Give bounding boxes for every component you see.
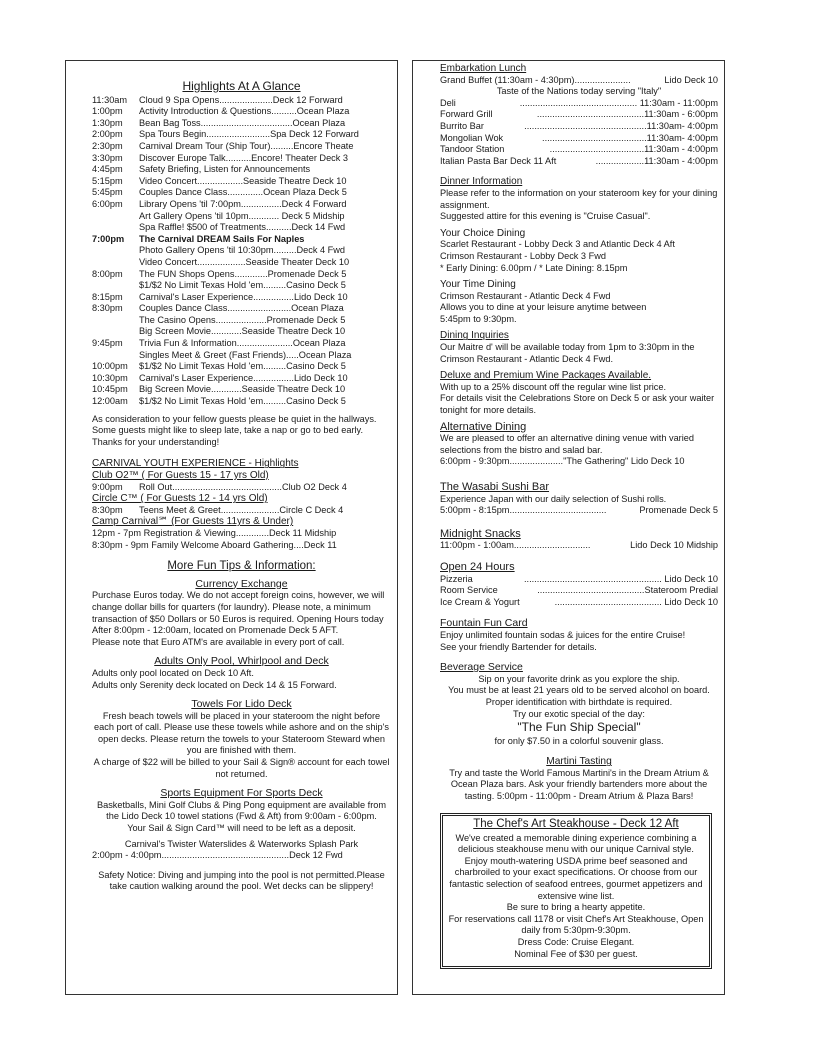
schedule-activity: Cloud 9 Spa Opens.....................Deck 12 Forward bbox=[139, 94, 343, 105]
alternative-title: Alternative Dining bbox=[440, 420, 527, 433]
martini-title: Martini Tasting bbox=[546, 756, 612, 768]
schedule-activity: Activity Introduction & Questions..........Ocean Plaza bbox=[139, 106, 350, 117]
schedule-row bbox=[92, 326, 391, 338]
schedule-activity: The Carnival DREAM Sails For Naples bbox=[139, 233, 305, 244]
camp-carnival-heading: Camp Carnival℠ (For Guests 11yrs & Under) bbox=[92, 516, 294, 528]
embarkation-section bbox=[440, 63, 718, 167]
schedule-time: 5:45pm bbox=[92, 187, 123, 198]
schedule-activity: $1/$2 No Limit Texas Hold 'em.........Casino Deck 5 bbox=[139, 361, 346, 372]
safety-notice: Safety Notice: Diving and jumping into the pool is not permitted.Please take caution walking around the pool. Wet decks can be slippery! bbox=[98, 869, 385, 892]
schedule-row bbox=[92, 118, 391, 130]
chefs-art-reservations: For reservations call 1178 or visit Chef's Art Steakhouse, Open daily from 5:30pm-9:30pm. bbox=[448, 913, 704, 936]
wine-line-1: With up to a 25% discount off the regular wine list price. bbox=[440, 381, 667, 392]
left-column bbox=[65, 60, 398, 995]
schedule-time: 12:00am bbox=[92, 396, 128, 407]
schedule-activity: Singles Meet & Greet (Fast Friends).....Ocean Plaza bbox=[139, 349, 352, 360]
alternative-location: "The Gathering" Lido Deck 10 bbox=[563, 456, 685, 467]
schedule-time bbox=[92, 315, 139, 327]
towels-title: Towels For Lido Deck bbox=[191, 698, 292, 711]
dinner-attire: Suggested attire for this evening is "Cruise Casual". bbox=[440, 211, 651, 222]
venue-row bbox=[440, 133, 718, 145]
venue-row-value: ................................................11:30am- 4:00pm bbox=[524, 120, 718, 131]
schedule-activity: Spa Tours Begin.........................Spa Deck 12 Forward bbox=[139, 129, 359, 140]
schedule-activity: Carnival Dream Tour (Ship Tour).........Encore Theate bbox=[139, 140, 354, 151]
your-choice-line-2: Crimson Restaurant - Lobby Deck 3 Fwd bbox=[440, 250, 606, 261]
schedule-activity: Carnival's Laser Experience................Lido Deck 10 bbox=[139, 372, 348, 383]
schedule-row bbox=[92, 199, 391, 211]
club-o2-row bbox=[92, 482, 391, 494]
circle-c-heading: Circle C™ ( For Guests 12 - 14 yrs Old) bbox=[92, 493, 268, 505]
open24-row bbox=[440, 574, 718, 586]
fun-ship-special: "The Fun Ship Special" bbox=[517, 720, 641, 735]
schedule-time: 10:30pm bbox=[92, 372, 128, 383]
currency-note: Please note that Euro ATM's are available in every port of call. bbox=[92, 636, 345, 647]
schedule-row bbox=[92, 95, 391, 107]
schedule-time: 10:45pm bbox=[92, 384, 128, 395]
your-choice-title: Your Choice Dining bbox=[440, 227, 526, 239]
inquiries-section bbox=[440, 330, 718, 365]
open24-section bbox=[440, 562, 718, 608]
schedule-row bbox=[92, 164, 391, 176]
venue-row bbox=[440, 144, 718, 156]
open24-row-value: ...................................................... Lido Deck 10 bbox=[523, 573, 718, 584]
schedule-activity: Art Gallery Opens 'til 10pm............ Deck 5 Midship bbox=[139, 210, 345, 221]
schedule-activity: The Casino Opens....................Promenade Deck 5 bbox=[139, 314, 346, 325]
schedule-activity: The FUN Shops Opens.............Promenade Deck 5 bbox=[139, 268, 347, 279]
dinner-section bbox=[440, 176, 718, 222]
schedule-row bbox=[92, 280, 391, 292]
schedule-time bbox=[92, 326, 139, 338]
open24-row-value: .......................................... Lido Deck 10 bbox=[554, 596, 718, 607]
row-time: 9:00pm bbox=[92, 481, 123, 492]
open24-rows bbox=[440, 574, 718, 609]
venue-row-value: .....................................11:30am - 4:00pm bbox=[549, 144, 718, 155]
schedule-row bbox=[92, 211, 391, 223]
wasabi-title: The Wasabi Sushi Bar bbox=[440, 481, 550, 493]
sports-title: Sports Equipment For Sports Deck bbox=[160, 787, 323, 800]
your-time-line-3: 5:45pm to 9:30pm. bbox=[440, 313, 517, 324]
currency-title: Currency Exchange bbox=[195, 577, 288, 590]
schedule-activity: Couples Dance Class..............Ocean Plaza Deck 5 bbox=[139, 187, 347, 198]
towels-body: Fresh beach towels will be placed in your stateroom the night before each port of call. Please use these towels while ashore and on the ship's open decks. Please return the towels to your Stateroom Steward when you are finished with them. bbox=[94, 710, 389, 756]
chefs-art-appetite: Be sure to bring a hearty appetite. bbox=[506, 902, 646, 913]
venue-row-label: Burrito Bar bbox=[440, 120, 484, 131]
schedule-activity: Library Opens 'til 7:00pm................Deck 4 Forward bbox=[139, 198, 347, 209]
schedule-time: 8:30pm bbox=[92, 303, 123, 314]
wine-title: Deluxe and Premium Wine Packages Available. bbox=[440, 370, 652, 382]
schedule-time: 1:00pm bbox=[92, 106, 123, 117]
chefs-art-title: The Chef's Art Steakhouse - Deck 12 Aft bbox=[473, 818, 679, 830]
schedule-time: 10:00pm bbox=[92, 361, 128, 372]
martini-section bbox=[440, 756, 718, 802]
venue-row bbox=[440, 109, 718, 121]
schedule-time: 2:00pm bbox=[92, 129, 123, 140]
schedule-row bbox=[92, 234, 391, 246]
dinner-title: Dinner Information bbox=[440, 176, 523, 188]
wasabi-section bbox=[440, 482, 718, 517]
youth-section bbox=[92, 458, 391, 551]
twister-line: 2:00pm - 4:00pm..................................................Deck 12 Fwd bbox=[92, 850, 343, 861]
schedule-time: 3:30pm bbox=[92, 152, 123, 163]
schedule-row bbox=[92, 384, 391, 396]
alternative-body: We are pleased to offer an alternative dining venue with varied selections from the bistro and salad bar. bbox=[440, 433, 695, 455]
towels-charge: A charge of $22 will be billed to your Sail & Sign® account for each towel not returned. bbox=[93, 757, 390, 779]
venue-row-value: .........................................11:30am- 4:00pm bbox=[542, 132, 718, 143]
wasabi-location: Promenade Deck 5 bbox=[639, 505, 718, 516]
your-time-title: Your Time Dining bbox=[440, 279, 516, 291]
schedule-row bbox=[92, 245, 391, 257]
camp-line-2: 8:30pm - 9pm Family Welcome Aboard Gathering....Deck 11 bbox=[92, 539, 337, 550]
schedule-activity: Trivia Fun & Information......................Ocean Plaza bbox=[139, 338, 346, 349]
your-time-line-2: Allows you to dine at your leisure anytime between bbox=[440, 302, 647, 313]
schedule-time: 8:15pm bbox=[92, 291, 123, 302]
alternative-time: 6:00pm - 9:30pm..................... bbox=[440, 456, 564, 467]
schedule-time bbox=[92, 245, 139, 257]
schedule-activity: Safety Briefing, Listen for Announcements bbox=[139, 164, 311, 175]
venue-row-label: Deli bbox=[440, 97, 456, 108]
wasabi-row bbox=[440, 505, 718, 517]
highlights-schedule bbox=[92, 95, 391, 408]
schedule-row bbox=[92, 129, 391, 141]
grand-buffet-row bbox=[440, 75, 718, 87]
sports-deposit: Your Sail & Sign Card™ will need to be left as a deposit. bbox=[127, 823, 356, 834]
beverage-section bbox=[440, 662, 718, 747]
schedule-row bbox=[92, 338, 391, 350]
taste-of-nations: Taste of the Nations today serving "Italy" bbox=[496, 86, 662, 97]
venue-row bbox=[440, 98, 718, 110]
fountain-section bbox=[440, 618, 718, 653]
midnight-title: Midnight Snacks bbox=[440, 527, 521, 540]
schedule-row bbox=[92, 350, 391, 362]
schedule-activity: $1/$2 No Limit Texas Hold 'em.........Casino Deck 5 bbox=[139, 280, 346, 291]
schedule-time bbox=[92, 350, 139, 362]
your-choice-line-3: * Early Dining: 6.00pm / * Late Dining: 8.15pm bbox=[440, 262, 628, 273]
schedule-row bbox=[92, 176, 391, 188]
venue-row-label: Tandoor Station bbox=[440, 144, 505, 155]
schedule-time: 8:00pm bbox=[92, 268, 123, 279]
embarkation-title: Embarkation Lunch bbox=[440, 63, 527, 74]
wine-section bbox=[440, 370, 718, 416]
venue-row-value: ..........................................11:30am - 6:00pm bbox=[536, 109, 718, 120]
schedule-activity: Video Concert...................Seaside Theater Deck 10 bbox=[139, 256, 350, 267]
fountain-line-2: See your friendly Bartender for details. bbox=[440, 641, 597, 652]
venue-row bbox=[440, 121, 718, 133]
venue-row-label: Mongolian Wok bbox=[440, 132, 504, 143]
midnight-location: Lido Deck 10 Midship bbox=[630, 540, 718, 551]
alternative-row bbox=[440, 456, 718, 468]
your-time-line-1: Crimson Restaurant - Atlantic Deck 4 Fwd bbox=[440, 290, 611, 301]
consideration-note: As consideration to your fellow guests please be quiet in the hallways. Some guests might like to sleep late, take a nap or go to bed early. Thanks for your understanding! bbox=[92, 413, 377, 447]
grand-buffet-location: Lido Deck 10 bbox=[664, 74, 718, 85]
schedule-row bbox=[92, 141, 391, 153]
schedule-activity: Big Screen Movie............Seaside Theatre Deck 10 bbox=[139, 384, 346, 395]
schedule-row bbox=[92, 303, 391, 315]
schedule-row bbox=[92, 222, 391, 234]
right-column bbox=[412, 60, 725, 995]
midnight-time: 11:00pm - 1:00am.............................. bbox=[440, 540, 591, 551]
row-time: 8:30pm bbox=[92, 504, 123, 515]
venue-row-value: .............................................. 11:30am - 11:00pm bbox=[519, 97, 718, 108]
camp-line-1: 12pm - 7pm Registration & Viewing.............Deck 11 Midship bbox=[92, 527, 337, 538]
beverage-title: Beverage Service bbox=[440, 661, 523, 674]
dinner-body: Please refer to the information on your stateroom key for your dining assignment. bbox=[440, 187, 718, 210]
schedule-activity: Video Concert..................Seaside Theatre Deck 10 bbox=[139, 175, 347, 186]
schedule-activity: Discover Europe Talk..........Encore! Theater Deck 3 bbox=[139, 152, 349, 163]
schedule-time: 7:00pm bbox=[92, 233, 125, 244]
schedule-row bbox=[92, 373, 391, 385]
open24-row-label: Pizzeria bbox=[440, 573, 473, 584]
fountain-title: Fountain Fun Card bbox=[440, 617, 528, 630]
wine-body: For details visit the Celebrations Store on Deck 5 or ask your waiter tonight for more details. bbox=[440, 393, 715, 416]
open24-row-label: Room Service bbox=[440, 585, 498, 596]
your-time-section bbox=[440, 279, 718, 325]
open24-row-label: Ice Cream & Yogurt bbox=[440, 596, 520, 607]
venue-row bbox=[440, 156, 718, 168]
adults-title: Adults Only Pool, Whirlpool and Deck bbox=[154, 655, 329, 668]
venue-row-value: ...................11:30am - 4:00pm bbox=[595, 155, 718, 166]
schedule-time: 6:00pm bbox=[92, 198, 123, 209]
open24-title: Open 24 Hours bbox=[440, 560, 515, 573]
your-choice-line-1: Scarlet Restaurant - Lobby Deck 3 and Atlantic Deck 4 Aft bbox=[440, 239, 675, 250]
chefs-art-fee: Nominal Fee of $30 per guest. bbox=[514, 948, 638, 959]
venue-row-label: Italian Pasta Bar Deck 11 Aft bbox=[440, 155, 557, 166]
open24-row-value: ..........................................Stateroom Predial bbox=[537, 585, 718, 596]
youth-heading: CARNIVAL YOUTH EXPERIENCE - Highlights bbox=[92, 458, 299, 470]
grand-buffet-label: Grand Buffet (11:30am - 4:30pm)...................... bbox=[440, 74, 631, 85]
schedule-row bbox=[92, 187, 391, 199]
schedule-time: 1:30pm bbox=[92, 117, 123, 128]
open24-row bbox=[440, 585, 718, 597]
beverage-line-1: Sip on your favorite drink as you explore the ship. bbox=[478, 673, 680, 684]
schedule-activity: Carnival's Laser Experience................Lido Deck 10 bbox=[139, 291, 348, 302]
row-text: Teens Meet & Greet.......................Circle C Deck 4 bbox=[139, 504, 344, 515]
your-choice-section bbox=[440, 228, 718, 274]
chefs-art-body: We've created a memorable dining experience combining a delicious steakhouse menu with our unique Carnival style. Enjoy mouth-watering USDA prime beef seasoned and charbroiled to your exact specifications. Or choose from our fantastic selection of seafood entrees, gourmet appetizers and extensive wine list. bbox=[449, 832, 703, 901]
club-o2-heading: Club O2™ ( For Guests 15 - 17 yrs Old) bbox=[92, 470, 269, 481]
schedule-row bbox=[92, 257, 391, 269]
schedule-activity: Spa Raffle! $500 of Treatments..........Deck 14 Fwd bbox=[139, 222, 346, 233]
schedule-activity: Big Screen Movie............Seaside Theatre Deck 10 bbox=[139, 326, 346, 337]
schedule-row bbox=[92, 153, 391, 165]
chefs-art-dress: Dress Code: Cruise Elegant. bbox=[517, 936, 635, 947]
schedule-time: 5:15pm bbox=[92, 175, 123, 186]
wasabi-body: Experience Japan with our daily selection of Sushi rolls. bbox=[440, 493, 667, 504]
fountain-line-1: Enjoy unlimited fountain sodas & juices for the entire Cruise! bbox=[440, 629, 686, 640]
schedule-time: 4:45pm bbox=[92, 164, 123, 175]
schedule-time: 2:30pm bbox=[92, 140, 123, 151]
midnight-row bbox=[440, 540, 718, 552]
schedule-row bbox=[92, 361, 391, 373]
embarkation-venues bbox=[440, 98, 718, 168]
tips-title-text: More Fun Tips & Information: bbox=[167, 560, 316, 573]
schedule-row bbox=[92, 315, 391, 327]
venue-row-label: Forward Grill bbox=[440, 109, 493, 120]
highlights-title: Highlights At A Glance bbox=[182, 79, 301, 93]
alternative-section bbox=[440, 422, 718, 468]
row-text: Roll Out...........................................Club O2 Deck 4 bbox=[139, 481, 347, 492]
chefs-art-box bbox=[440, 813, 712, 969]
schedule-row bbox=[92, 292, 391, 304]
schedule-activity: Photo Gallery Opens 'til 10:30pm.........Deck 4 Fwd bbox=[139, 245, 346, 256]
beverage-line-3: Try our exotic special of the day: bbox=[513, 708, 645, 719]
twister-title: Carnival's Twister Waterslides & Waterworks Splash Park bbox=[124, 838, 359, 849]
adults-line-1: Adults only pool located on Deck 10 Aft. bbox=[92, 667, 254, 678]
schedule-time bbox=[92, 280, 139, 292]
schedule-row bbox=[92, 269, 391, 281]
sports-body: Basketballs, Mini Golf Clubs & Ping Pong equipment are available from the Lido Deck 10 towel stations (Fwd & Aft) from 9:00am - 6:00pm. bbox=[96, 799, 387, 822]
tips-title bbox=[92, 561, 391, 573]
adults-line-2: Adults only Serenity deck located on Deck 14 & 15 Forward. bbox=[92, 679, 337, 690]
schedule-row bbox=[92, 106, 391, 118]
open24-row bbox=[440, 597, 718, 609]
schedule-time bbox=[92, 222, 139, 234]
schedule-time: 9:45pm bbox=[92, 338, 123, 349]
inquiries-body: Our Maitre d' will be available today from 1pm to 3:30pm in the Crimson Restaurant - Atlantic Deck 4 Fwd. bbox=[440, 342, 695, 364]
schedule-activity: Couples Dance Class.........................Ocean Plaza bbox=[139, 303, 344, 314]
schedule-time bbox=[92, 211, 139, 223]
schedule-time bbox=[92, 257, 139, 269]
schedule-row bbox=[92, 396, 391, 408]
schedule-activity: $1/$2 No Limit Texas Hold 'em.........Casino Deck 5 bbox=[139, 396, 346, 407]
wasabi-time: 5:00pm - 8:15pm...................................... bbox=[440, 505, 607, 516]
inquiries-title: Dining Inquiries bbox=[440, 330, 509, 342]
beverage-line-2: You must be at least 21 years old to be served alcohol on board. Proper identification with birthdate is required. bbox=[448, 685, 710, 707]
schedule-activity: Bean Bag Toss....................................Ocean Plaza bbox=[139, 117, 346, 128]
beverage-price: for only $7.50 in a colorful souvenir glass. bbox=[494, 735, 664, 746]
currency-body: Purchase Euros today. We do not accept foreign coins, however, we will change dollar bills for quarters (for laundry). Please note, a minimum transaction of $50 Dollars or 50 Euros is required. Opening Hours today After 8:00pm - 12:00am, located on Promenade Deck 5 AFT. bbox=[92, 590, 385, 636]
schedule-time: 11:30am bbox=[92, 94, 128, 105]
circle-c-row bbox=[92, 505, 391, 517]
midnight-section bbox=[440, 529, 718, 552]
martini-body: Try and taste the World Famous Martini's in the Dream Atrium & Ocean Plaza bars. Ask your friendly bartenders more about the tasting. 5:00pm - 11:00pm - Dream Atrium & Plaza Bars! bbox=[449, 767, 709, 802]
